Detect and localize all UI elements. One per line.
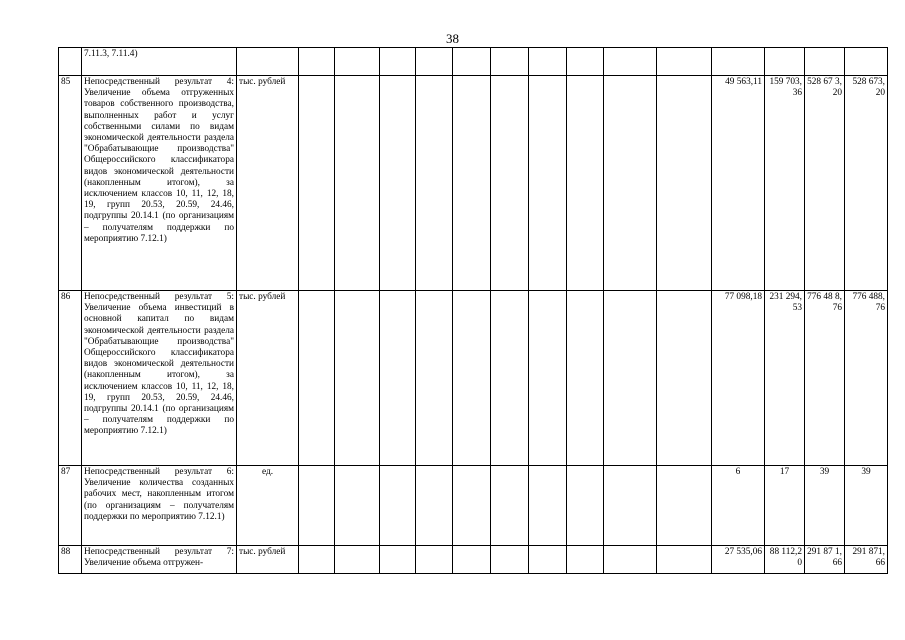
indicator-name: Непосредственный результат 5: Увеличение объема инвестиций в основной капитал по видам экономической деятельности раздела "Обрабатывающие производства" Общероссийского классификатора видов экономической деятельности (накопленным итогом), за исключением классов 10, 11, 12, 18, 19, групп 20.53, 20.59, 24.46, подгруппы 20.14.1 (по организациям – получателям поддержки по мероприятию 7.12.1) (82, 291, 237, 466)
value-cell: 27 535,06 (712, 546, 765, 574)
row-number: 85 (59, 76, 82, 291)
value-cell: 231 294, 53 (765, 291, 805, 466)
unit-cell: тыс. рублей (237, 291, 299, 466)
unit-cell: тыс. рублей (237, 546, 299, 574)
row-number: 87 (59, 466, 82, 546)
indicator-name: Непосредственный результат 6: Увеличение количества созданных рабочих мест, накопленным итогом (по организациям – получателям поддержки по мероприятию 7.12.1) (82, 466, 237, 546)
value-cell: 159 703, 36 (765, 76, 805, 291)
value-cell: 528 673, 20 (845, 76, 888, 291)
value-cell: 77 098,18 (712, 291, 765, 466)
indicator-name-cell: 7.11.3, 7.11.4) (82, 48, 237, 76)
indicator-name: Непосредственный результат 4: Увеличение объема отгруженных товаров собственного производства, выполненных работ и услуг собственными силами по видам экономической деятельности раздела "Обрабатывающие производства" Общероссийского классификатора видов экономической деятельности (накопленным итогом), за исключением классов 10, 11, 12, 18, 19, групп 20.53, 20.59, 24.46, подгруппы 20.14.1 (по организациям – получателям поддержки по мероприятию 7.12.1) (82, 76, 237, 291)
value-cell: 6 (712, 466, 765, 546)
table-row (59, 291, 888, 466)
table-row (59, 546, 888, 574)
value-cell: 17 (765, 466, 805, 546)
value-cell: 49 563,11 (712, 76, 765, 291)
num-cell (59, 48, 82, 76)
value-cell: 776 488, 76 (845, 291, 888, 466)
table-row-fragment (59, 48, 888, 76)
value-cell: 291 871, 66 (845, 546, 888, 574)
value-cell: 776 48 8,76 (805, 291, 845, 466)
unit-cell: тыс. рублей (237, 76, 299, 291)
value-cell: 291 87 1,66 (805, 546, 845, 574)
table-row (59, 466, 888, 546)
unit-cell: ед. (237, 466, 299, 546)
row-number: 88 (59, 546, 82, 574)
value-cell: 39 (805, 466, 845, 546)
value-cell: 528 67 3,20 (805, 76, 845, 291)
results-table (58, 47, 888, 574)
row-number: 86 (59, 291, 82, 466)
indicator-name: Непосредственный результат 7: Увеличение объема отгружен- (82, 546, 237, 574)
page-number: 38 (446, 31, 459, 46)
value-cell: 39 (845, 466, 888, 546)
value-cell: 88 112,2 0 (765, 546, 805, 574)
table-row (59, 76, 888, 291)
